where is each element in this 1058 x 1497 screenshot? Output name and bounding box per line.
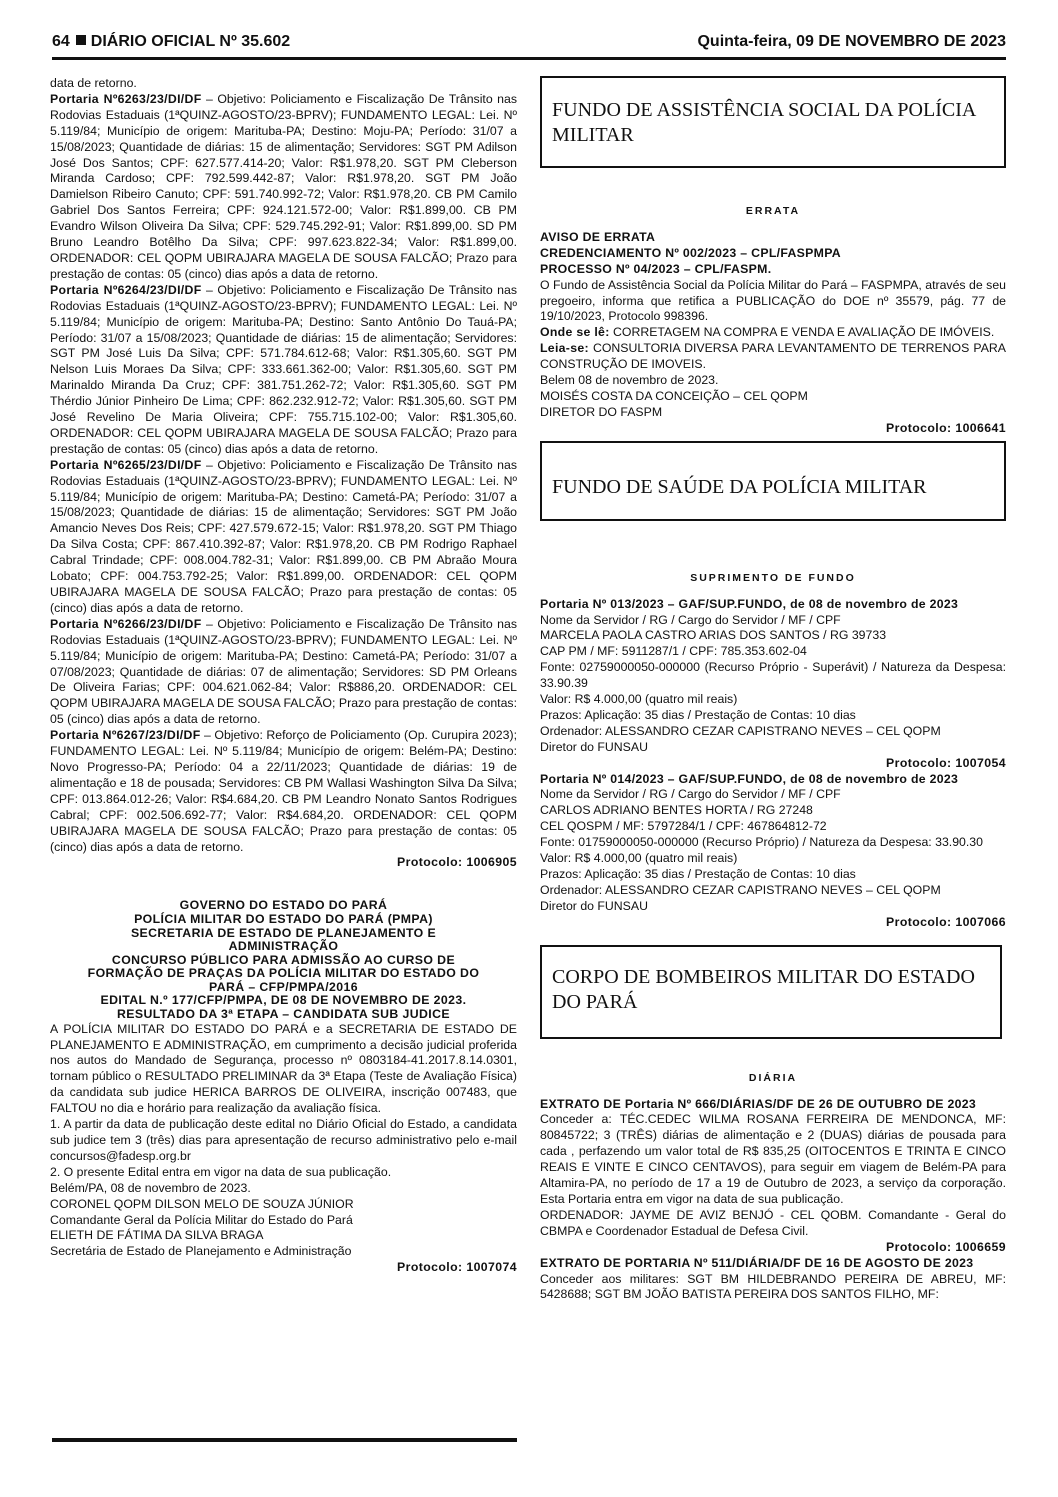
suprimento-line: Valor: R$ 4.000,00 (quatro mil reais) — [540, 692, 738, 707]
suprimento-line: MARCELA PAOLA CASTRO ARIAS DOS SANTOS / RG 39733 — [540, 628, 887, 643]
section-subtitle: SUPRIMENTO DE FUNDO — [690, 571, 856, 584]
carry-over-text: data de retorno. — [50, 76, 137, 90]
suprimento-line: Ordenador: ALESSANDRO CEZAR CAPISTRANO NEVES – CEL QOPM — [540, 723, 941, 738]
protocolo-label: Protocolo: 1006641 — [886, 420, 1006, 435]
leia-label: Leia-se: — [540, 341, 589, 356]
spacer — [540, 1087, 1006, 1097]
heading-line: POLÍCIA MILITAR DO ESTADO DO PARÁ (PMPA) — [134, 911, 433, 926]
spacer — [50, 871, 517, 899]
portaria-6264 — [50, 283, 517, 458]
suprimento-line: Fonte: 01759000050-000000 (Recurso Próprio) / Natureza da Despesa: 33.90.30 — [540, 835, 983, 850]
page-header — [52, 33, 1006, 60]
errata-heading: AVISO DE ERRATA — [540, 229, 656, 244]
portaria-6263 — [50, 92, 517, 283]
signatory-name: CORONEL QOPM DILSON MELO DE SOUZA JÚNIOR — [50, 1196, 354, 1211]
diaria-title: EXTRATO DE Portaria Nº 666/DIÁRIAS/DF DE 26 DE OUTUBRO DE 2023 — [540, 1096, 977, 1111]
portaria-text: – Objetivo: Policiamento e Fiscalização De Trânsito nas Rodovias Estaduais (1ªQUINZ-AGOSTO/23-BPRV); FUNDAMENTO LEGAL: Lei. Nº 5.119/84; Município de origem: Marituba-PA; Destino: Moju-PA; Período: 31/07 a 15/08/2023; Quantidade de diárias: 15 de alimentação; Servidores: SGT PM Adilson José Dos Santos; CPF: 627.577.414-20; Valor: R$1.978,20. SGT PM Cleberson Miranda Cardoso; CPF: 792.599.442-87; Valor: R$1.978,20. SGT PM João Damielson Ribeiro Canuto; CPF: 591.740.992-72; Valor: R$1.978,20. CB PM Camilo Gabriel Dos Santos Ferreira; CPF: 924.121.572-00; Valor: R$1.899,00. CB PM Evandro Wilson Oliveira Da Silva; CPF: 529.745.292-91; Valor: R$1.899,00. SD PM Bruno Leandro Botêlho Da Silva; CPF: 997.623.822-34; Valor: R$1.899,00. ORDENADOR: CEL QOPM UBIRAJARA MAGELA DE SOUSA FALCÃO; Prazo para prestação de contas: 05 (cinco) dias após a data de retorno. — [50, 91, 517, 281]
portaria-6267 — [50, 728, 517, 855]
diaria-ordenador: ORDENADOR: JAYME DE AVIZ BENJÓ - CEL QOBM. Comandante - Geral do CBMPA e Coordenador Estadual de Defesa Civil. — [540, 1207, 1006, 1238]
protocolo-label: Protocolo: 1007074 — [397, 1260, 517, 1275]
heading-line: EDITAL N.º 177/CFP/PMPA, DE 08 DE NOVEMBRO DE 2023. — [100, 993, 467, 1008]
portaria-text: – Objetivo: Policiamento e Fiscalização De Trânsito nas Rodovias Estaduais (1ªQUINZ-AGOSTO/23-BPRV); FUNDAMENTO LEGAL: Lei. Nº 5.119/84; Município de origem: Marituba-PA; Destino: Cametá-PA; Período: 31/07 a 15/08/2023; Quantidade de diárias: 15 de alimentação; Servidores: SGT PM João Amancio Neves Dos Reis; CPF: 427.579.672-15; Valor: R$1.978,20. SGT PM Thiago Da Silva Costa; CPF: 867.410.392-87; Valor: R$1.978,20. CB PM Rodrigo Raphael Cabral Trindade; CPF: 008.004.782-31; Valor: R$1.899,00. CB PM Abraão Moura Lobato; CPF: 004.753.792-25; Valor: R$1.899,00. ORDENADOR: CEL QOPM UBIRAJARA MAGELA DE SOUSA FALCÃO; Prazo para prestação de contas: 05 (cinco) dias após a data de retorno. — [50, 457, 517, 615]
suprimento-line: Nome da Servidor / RG / Cargo do Servidor / MF / CPF — [540, 787, 841, 802]
header-left — [52, 33, 290, 51]
onde-label: Onde se lê: — [540, 325, 610, 340]
spacer — [540, 931, 1006, 945]
portaria-title: Portaria Nº6265/23/DI/DF — [50, 457, 202, 472]
portaria-title: Portaria Nº6267/23/DI/DF — [50, 728, 201, 743]
errata-leia — [540, 341, 1006, 373]
spacer — [540, 1039, 1006, 1071]
left-column — [50, 76, 517, 1276]
bottom-rule — [52, 1438, 517, 1442]
heading-line: CONCURSO PÚBLICO PARA ADMISSÃO AO CURSO DE — [111, 952, 456, 967]
protocolo-label: Protocolo: 1007066 — [886, 914, 1006, 929]
suprimento-line: Prazos: Aplicação: 35 dias / Prestação de Contas: 10 dias — [540, 867, 856, 881]
section-box-funsau — [540, 441, 1006, 521]
signatory-name: MOISÉS COSTA DA CONCEIÇÃO – CEL QOPM — [540, 388, 808, 403]
section-box-fasp — [540, 76, 1006, 168]
square-bullet-icon — [76, 35, 86, 45]
signatory-role: Secretária de Estado de Planejamento e Administração — [50, 1244, 352, 1259]
section-title: FUNDO DE ASSISTÊNCIA SOCIAL DA POLÍCIA MILITAR — [552, 99, 976, 146]
section-box-cbmpa — [540, 945, 1002, 1039]
diaria-body: Conceder aos militares: SGT BM HILDEBRANDO PEREIRA DE ABREU, MF: 5428688; SGT BM JOÃO BATISTA PEREIRA DOS SANTOS FILHO, MF: — [540, 1271, 1006, 1302]
errata-heading: CREDENCIAMENTO Nº 002/2023 – CPL/FASPMPA — [540, 245, 841, 260]
suprimento-line: Diretor do FUNSAU — [540, 739, 648, 754]
portaria-text: – Objetivo: Reforço de Policiamento (Op. Curupira 2023); FUNDAMENTO LEGAL: Lei. Nº 5.119/84; Município de origem: Belém-PA; Destino: Novo Progresso-PA; Período: 04 a 22/11/2023; Quantidade de diárias: 19 de alimentação e 18 de pousada; Servidores: CB PM Wallasi Washington Silva Da Silva; CPF: 013.864.012-26; Valor: R$4.684,20. CB PM Leandro Nonato Santos Rodrigues Cabral; CPF: 002.506.692-77; Valor: R$4.684,20. ORDENADOR: CEL QOPM UBIRAJARA MAGELA DE SOUSA FALCÃO; Prazo para prestação de contas: 05 (cinco) dias após a data de retorno. — [50, 728, 517, 854]
suprimento-title: Portaria Nº 013/2023 – GAF/SUP.FUNDO, de 08 de novembro de 2023 — [540, 596, 959, 611]
concurso-item-2: 2. O presente Edital entra em vigor na data de sua publicação. — [50, 1164, 392, 1179]
signatory-role: Comandante Geral da Polícia Militar do Estado do Pará — [50, 1212, 353, 1227]
suprimento-line: Fonte: 02759000050-000000 (Recurso Próprio - Superávit) / Natureza da Despesa: 33.90.39 — [540, 660, 1006, 691]
suprimento-line: CARLOS ADRIANO BENTES HORTA / RG 27248 — [540, 803, 813, 818]
heading-line: RESULTADO DA 3ª ETAPA – CANDIDATA SUB JUDICE — [117, 1007, 450, 1022]
portaria-6266 — [50, 617, 517, 728]
spacer — [540, 168, 1006, 204]
onde-text: CORRETAGEM NA COMPRA E VENDA E AVALIAÇÃO DE IMÓVEIS. — [609, 325, 995, 340]
suprimento-line: Diretor do FUNSAU — [540, 898, 648, 913]
heading-line: GOVERNO DO ESTADO DO PARÁ — [179, 898, 388, 913]
heading-line: SECRETARIA DE ESTADO DE PLANEJAMENTO E — [130, 925, 437, 940]
diaria-body: Conceder a: TÉC.CEDEC WILMA ROSANA FERREIRA DE MENDONCA, MF: 80845722; 3 (TRÊS) diárias de alimentação e 2 (DUAS) diárias de pousada para cada , perfazendo um valor total de R$ 835,25 (OITOCENTOS E TRINTA E CINCO REAIS E VINTE E CINCO CENTAVOS), para seguir em viagem de Belém-PA para Altamira-PA, no período de 17 a 19 de Outubro de 2023, a serviço da corporação. Esta Portaria entra em vigor na data de sua publicação. — [540, 1112, 1006, 1206]
spacer — [540, 220, 1006, 230]
protocolo-label: Protocolo: 1006659 — [886, 1239, 1006, 1254]
section-title: FUNDO DE SAÚDE DA POLÍCIA MILITAR — [552, 475, 927, 498]
suprimento-title: Portaria Nº 014/2023 – GAF/SUP.FUNDO, de 08 de novembro de 2023 — [540, 771, 959, 786]
page-number: 64 — [52, 33, 70, 50]
portaria-title: Portaria Nº6266/23/DI/DF — [50, 616, 202, 631]
diaria-title: EXTRATO DE PORTARIA Nº 511/DIÁRIA/DF DE 16 DE AGOSTO DE 2023 — [540, 1255, 974, 1270]
portaria-title: Portaria Nº6263/23/DI/DF — [50, 91, 202, 106]
protocolo-label: Protocolo: 1006905 — [397, 855, 517, 870]
suprimento-line: CEL QOSPM / MF: 5797284/1 / CPF: 467864812-72 — [540, 819, 827, 834]
signatory-name: ELIETH DE FÁTIMA DA SILVA BRAGA — [50, 1228, 264, 1243]
spacer — [540, 587, 1006, 597]
suprimento-line: Nome da Servidor / RG / Cargo do Servidor / MF / CPF — [540, 612, 841, 627]
protocolo-label: Protocolo: 1007054 — [886, 755, 1006, 770]
heading-line: FORMAÇÃO DE PRAÇAS DA POLÍCIA MILITAR DO ESTADO DO — [87, 966, 480, 981]
suprimento-line: Valor: R$ 4.000,00 (quatro mil reais) — [540, 851, 738, 866]
suprimento-line: Ordenador: ALESSANDRO CEZAR CAPISTRANO NEVES – CEL QOPM — [540, 882, 941, 897]
signatory-role: DIRETOR DO FASPM — [540, 404, 663, 419]
right-column — [540, 76, 1006, 1303]
publication-date: Quinta-feira, 09 DE NOVEMBRO DE 2023 — [697, 33, 1006, 50]
portaria-text: – Objetivo: Policiamento e Fiscalização De Trânsito nas Rodovias Estaduais (1ªQUINZ-AGOSTO/23-BPRV); FUNDAMENTO LEGAL: Lei. Nº 5.119/84; Município de origem: Marituba-PA; Destino: Santo Antônio Do Tauá-PA; Período: 31/07 a 15/08/2023; Quantidade de diárias: 15 de alimentação; Servidores: SGT PM José Luis Da Silva; CPF: 571.784.612-68; Valor: R$1.305,60. SGT PM Nelson Luis Moraes Da Silva; CPF: 333.661.362-00; Valor: R$1.305,60. SGT PM Marinaldo Miranda Da Cruz; CPF: 381.751.262-72; Valor: R$1.305,60. SGT PM Thérdio Júnior Pinheiro De Lima; CPF: 862.232.912-72; Valor: R$1.305,60. SGT PM José Revelino De Maria Oliveira; CPF: 755.715.102-00; Valor: R$1.305,60. ORDENADOR: CEL QOPM UBIRAJARA MAGELA DE SOUSA FALCÃO; Prazo para prestação de contas: 05 (cinco) dias após a data de retorno. — [50, 282, 517, 456]
suprimento-line: CAP PM / MF: 5911287/1 / CPF: 785.353.602-04 — [540, 644, 807, 659]
errata-body: O Fundo de Assistência Social da Polícia Militar do Pará – FASPMPA, através de seu pregoeiro, informa que retifica a PUBLICAÇÃO do DOE nº 35579, pág. 77 de 19/10/2023, Protocolo 998396. — [540, 277, 1006, 324]
publication-title: DIÁRIO OFICIAL Nº 35.602 — [90, 33, 291, 50]
errata-onde — [540, 325, 1006, 341]
section-subtitle: DIÁRIA — [748, 1071, 798, 1084]
section-subtitle: ERRATA — [745, 205, 801, 217]
concurso-body: A POLÍCIA MILITAR DO ESTADO DO PARÁ e a SECRETARIA DE ESTADO DE PLANEJAMENTO E ADMINISTRAÇÃO, em cumprimento a decisão judicial proferida nos autos do Mandado de Segurança, processo nº 0803184-41.2017.8.14.0301, tornam público o RESULTADO PRELIMINAR da 3ª Etapa (Teste de Avaliação Física) da candidata sub judice HERICA BARROS DE OLIVEIRA, inscrição 007483, que FALTOU no dia e horário para realização da avaliação física. — [50, 1021, 517, 1116]
concurso-item-1: 1. A partir da data de publicação deste edital no Diário Oficial do Estado, a candidata sub judice tem 3 (três) dias para apresentação de recurso administrativo pelo e-mail concursos@fadesp.org.br — [50, 1117, 517, 1163]
heading-line: PARÁ – CFP/PMPA/2016 — [209, 979, 358, 994]
errata-heading: PROCESSO Nº 04/2023 – CPL/FASPM. — [540, 261, 772, 276]
errata-date: Belem 08 de novembro de 2023. — [540, 373, 719, 388]
leia-text: CONSULTORIA DIVERSA PARA LEVANTAMENTO DE TERRENOS PARA CONSTRUÇÃO DE IMOVEIS. — [540, 341, 1006, 372]
suprimento-line: Prazos: Aplicação: 35 dias / Prestação de Contas: 10 dias — [540, 707, 856, 722]
concurso-heading — [50, 899, 517, 1021]
section-title: CORPO DE BOMBEIROS MILITAR DO ESTADO DO PARÁ — [552, 965, 975, 1013]
portaria-text: – Objetivo: Policiamento e Fiscalização De Trânsito nas Rodovias Estaduais (1ªQUINZ-AGOSTO/23-BPRV); FUNDAMENTO LEGAL: Lei. Nº 5.119/84; Município de origem: Marituba-PA; Destino: Cametá-PA; Período: 31/07 a 07/08/2023; Quantidade de diárias: 07 de alimentação; Servidores: SD PM Orleans De Oliveira Farias; CPF: 004.621.062-84; Valor: R$886,20. ORDENADOR: CEL QOPM UBIRAJARA MAGELA DE SOUSA FALCÃO; Prazo para prestação de contas: 05 (cinco) dias após a data de retorno. — [50, 616, 517, 727]
place-date: Belém/PA, 08 de novembro de 2023. — [50, 1180, 251, 1195]
spacer — [540, 521, 1006, 571]
heading-line: ADMINISTRAÇÃO — [228, 939, 339, 954]
portaria-title: Portaria Nº6264/23/DI/DF — [50, 282, 202, 297]
portaria-6265 — [50, 458, 517, 617]
